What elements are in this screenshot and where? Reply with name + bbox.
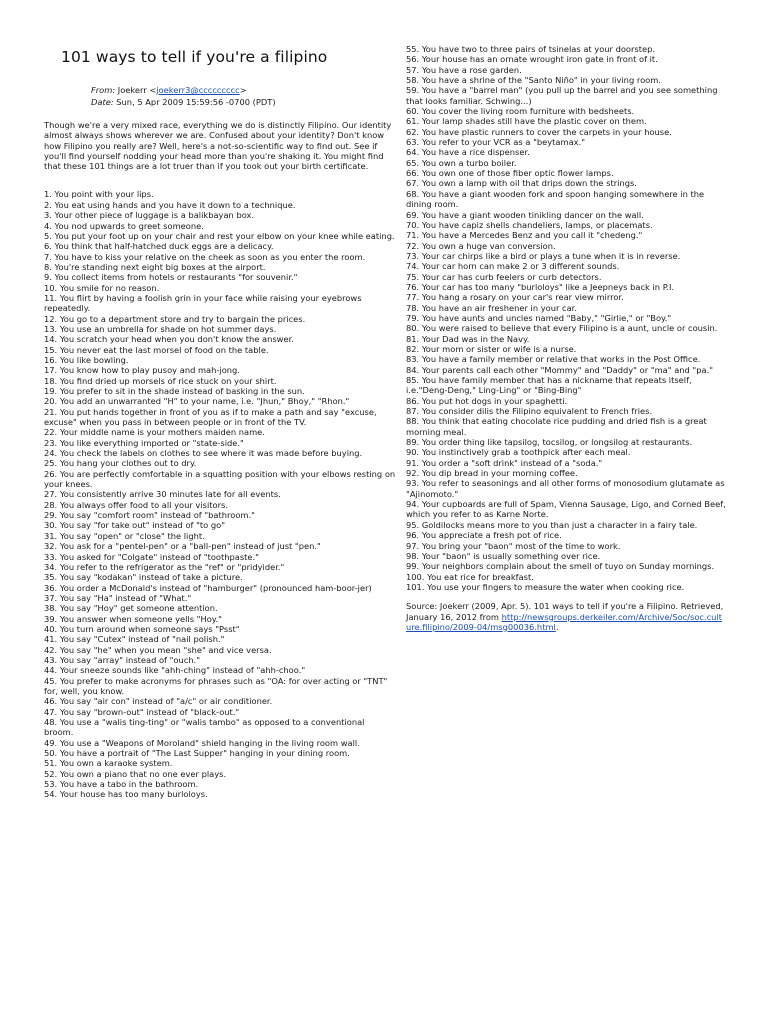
list-item: 56. Your house has an ornate wrought iron gate in front of it. bbox=[406, 54, 658, 65]
list-item: 57. You have a rose garden. bbox=[406, 64, 522, 75]
list-item: 81. Your Dad was in the Navy. bbox=[406, 333, 530, 344]
list-item: 52. You own a piano that no one ever plays. bbox=[44, 768, 227, 779]
list-item: 95. Goldilocks means more to you than just a character in a fairy tale. bbox=[406, 519, 698, 530]
list-item: 101. You use your fingers to measure the water when cooking rice. bbox=[406, 581, 685, 592]
list-item: 25. You hang your clothes out to dry. bbox=[44, 458, 197, 469]
list-item: 42. You say "he" when you mean "she" and vice versa. bbox=[44, 644, 272, 655]
list-item: 68. You have a giant wooden fork and spoon hanging somewhere in the dining room. bbox=[406, 188, 705, 210]
list-item: 16. You like bowling. bbox=[44, 354, 129, 365]
list-item: 61. Your lamp shades still have the plastic cover on them. bbox=[406, 116, 647, 127]
list-item: 22. Your middle name is your mothers maiden name. bbox=[44, 427, 265, 438]
list-item: 13. You use an umbrella for shade on hot summer days. bbox=[44, 323, 277, 334]
list-item: 66. You own one of those fiber optic flower lamps. bbox=[406, 168, 614, 179]
list-item: 17. You know how to play pusoy and mah-jong. bbox=[44, 365, 240, 376]
list-item: 54. Your house has too many burloloys. bbox=[44, 789, 208, 800]
list-item: 70. You have capiz shells chandeliers, lamps, or placemats. bbox=[406, 219, 653, 230]
list-item: 23. You like everything imported or "state-side." bbox=[44, 437, 244, 448]
list-item: 7. You have to kiss your relative on the cheek as soon as you enter the room. bbox=[44, 251, 366, 262]
list-item: 76. Your car has too many "burloloys" like a Jeepneys back in P.I. bbox=[406, 281, 675, 292]
list-item: 10. You smile for no reason. bbox=[44, 282, 160, 293]
list-item: 71. You have a Mercedes Benz and you call it "chedeng." bbox=[406, 230, 643, 241]
list-item: 74. Your car horn can make 2 or 3 different sounds. bbox=[406, 261, 620, 272]
right-column bbox=[406, 44, 726, 632]
list-item: 45. You prefer to make acronyms for phrases such as "OA: for over acting or "TNT" for, well, you know. bbox=[44, 675, 388, 696]
list-item: 27. You consistently arrive 30 minutes late for all events. bbox=[44, 489, 281, 500]
intro-paragraph: Though we're a very mixed race, everything we do is distinctly Filipino. Our identity almost always shows wherever we are. Confused about your identity? Don't know how Filipino you really are? Well, here's a not-so-scientific way to find out. See if you'll find yourself nodding your head more than you're shaking it. You might find that these 101 things are a lot truer than if you took out your birth certificate. bbox=[44, 120, 392, 172]
list-item: 6. You think that half-hatched duck eggs are a delicacy. bbox=[44, 241, 274, 252]
list-item: 41. You say "Cutex" instead of "nail polish." bbox=[44, 634, 225, 645]
list-item: 39. You answer when someone yells "Hoy." bbox=[44, 613, 222, 624]
list-item: 29. You say "comfort room" instead of "bathroom." bbox=[44, 510, 255, 521]
list-item: 51. You own a karaoke system. bbox=[44, 758, 173, 769]
email-header bbox=[91, 84, 396, 108]
list-item: 94. Your cupboards are full of Spam, Vienna Sausage, Ligo, and Corned Beef, which you refer to as Karne Norte. bbox=[406, 499, 726, 520]
list-item: 82. Your mom or sister or wife is a nurse. bbox=[406, 343, 577, 354]
ways-list-right bbox=[406, 44, 726, 592]
list-item: 88. You think that eating chocolate rice pudding and dried fish is a great morning meal. bbox=[406, 416, 707, 437]
list-item: 67. You own a lamp with oil that drips down the strings. bbox=[406, 178, 637, 189]
list-item: 20. You add an unwarranted "H" to your name, i.e. "Jhun," Bhoy," "Rhon." bbox=[44, 396, 350, 407]
source-citation: Source: Joekerr (2009, Apr. 5). 101 ways to tell if you're a Filipino. Retrieved, January 16, 2012 from http://newsgroups.derkeiler.com/Archive/Soc/soc.culture.filipino/2009-04/msg00036.html. bbox=[406, 601, 724, 632]
list-item: 80. You were raised to believe that every Filipino is a aunt, uncle or cousin. bbox=[406, 323, 718, 334]
list-item: 2. You eat using hands and you have it down to a technique. bbox=[44, 199, 296, 210]
date-value: Sun, 5 Apr 2009 15:59:56 -0700 (PDT) bbox=[116, 97, 276, 107]
list-item: 30. You say "for take out" instead of "to go" bbox=[44, 520, 226, 531]
list-item: 36. You order a McDonald's instead of "hamburger" (pronounced ham-boor-jer) bbox=[44, 582, 372, 593]
list-item: 24. You check the labels on clothes to see where it was made before buying. bbox=[44, 448, 363, 459]
list-item: 96. You appreciate a fresh pot of rice. bbox=[406, 530, 562, 541]
list-item: 58. You have a shrine of the "Santo Niño" in your living room. bbox=[406, 75, 661, 86]
list-item: 79. You have aunts and uncles named "Baby," "Girlie," or "Boy." bbox=[406, 312, 672, 323]
list-item: 98. Your "baon" is usually something over rice. bbox=[406, 550, 601, 561]
list-item: 1. You point with your lips. bbox=[44, 189, 154, 200]
list-item: 77. You hang a rosary on your car's rear view mirror. bbox=[406, 292, 624, 303]
date-line: Date: Sun, 5 Apr 2009 15:59:56 -0700 (PDT) bbox=[91, 97, 276, 107]
left-column bbox=[44, 44, 396, 800]
list-item: 26. You are perfectly comfortable in a squatting position with your elbows resting on your knees. bbox=[44, 468, 396, 490]
list-item: 47. You say "brown-out" instead of "black-out." bbox=[44, 706, 240, 717]
list-item: 32. You ask for a "pentel-pen" or a "ball-pen" instead of just "pen." bbox=[44, 541, 321, 552]
from-name: Joekerr < bbox=[117, 85, 157, 95]
list-item: 75. Your car has curb feelers or curb detectors. bbox=[406, 271, 602, 282]
list-item: 85. You have family member that has a nickname that repeats itself, i.e."Deng-Deng," Ling-Ling" or "Bing-Bing" bbox=[406, 375, 692, 396]
list-item: 43. You say "array" instead of "ouch." bbox=[44, 654, 201, 665]
list-item: 49. You use a "Weapons of Moroland" shield hanging in the living room wall. bbox=[44, 737, 360, 748]
list-item: 92. You dip bread in your morning coffee. bbox=[406, 468, 578, 479]
list-item: 11. You flirt by having a foolish grin in your face while raising your eyebrows repeatedly. bbox=[44, 292, 362, 314]
list-item: 19. You prefer to sit in the shade instead of basking in the sun. bbox=[44, 386, 305, 397]
document-title: 101 ways to tell if you're a filipino bbox=[61, 48, 328, 66]
list-item: 28. You always offer food to all your visitors. bbox=[44, 499, 228, 510]
from-line: From: Joekerr <joekerr3@ccccccccc> bbox=[91, 85, 247, 95]
list-item: 8. You're standing next eight big boxes at the airport. bbox=[44, 261, 266, 272]
list-item: 5. You put your foot up on your chair and rest your elbow on your knee while eating. bbox=[44, 230, 395, 241]
list-item: 31. You say "open" or "close" the light. bbox=[44, 530, 205, 541]
list-item: 33. You asked for "Colgate" instead of "toothpaste." bbox=[44, 551, 259, 562]
date-label: Date bbox=[91, 97, 111, 107]
list-item: 73. Your car chirps like a bird or plays a tune when it is in reverse. bbox=[406, 250, 681, 261]
list-item: 15. You never eat the last morsel of food on the table. bbox=[44, 344, 269, 355]
from-email-link[interactable]: joekerr3@ccccccccc bbox=[156, 85, 240, 95]
list-item: 99. Your neighbors complain about the smell of tuyo on Sunday mornings. bbox=[406, 561, 715, 572]
list-item: 34. You refer to the refrigerator as the "ref" or "pridyider." bbox=[44, 561, 285, 572]
list-item: 86. You put hot dogs in your spaghetti. bbox=[406, 395, 568, 406]
list-item: 37. You say "Ha" instead of "What." bbox=[44, 592, 192, 603]
list-item: 97. You bring your "baon" most of the time to work. bbox=[406, 540, 621, 551]
list-item: 40. You turn around when someone says "Psst" bbox=[44, 623, 240, 634]
list-item: 91. You order a "soft drink" instead of a "soda." bbox=[406, 457, 603, 468]
ways-list-left bbox=[44, 189, 396, 799]
list-item: 48. You use a "walis ting-ting" or "walis tambo" as opposed to a conventional broom. bbox=[44, 717, 365, 738]
list-item: 12. You go to a department store and try to bargain the prices. bbox=[44, 313, 306, 324]
list-item: 44. Your sneeze sounds like "ahh-ching" instead of "ahh-choo." bbox=[44, 665, 306, 676]
list-item: 60. You cover the living room furniture with bedsheets. bbox=[406, 106, 635, 117]
list-item: 78. You have an air freshener in your car. bbox=[406, 302, 577, 313]
list-item: 72. You own a huge van conversion. bbox=[406, 240, 556, 251]
list-item: 62. You have plastic runners to cover the carpets in your house. bbox=[406, 126, 672, 137]
list-item: 90. You instinctively grab a toothpick after each meal. bbox=[406, 447, 631, 458]
list-item: 53. You have a tabo in the bathroom. bbox=[44, 779, 199, 790]
list-item: 35. You say "kodakan" instead of take a picture. bbox=[44, 572, 243, 583]
list-item: 38. You say "Hoy" get someone attention. bbox=[44, 603, 218, 614]
list-item: 55. You have two to three pairs of tsinelas at your doorstep. bbox=[406, 44, 656, 54]
list-item: 93. You refer to seasonings and all other forms of monosodium glutamate as "Ajinomoto." bbox=[406, 478, 725, 499]
list-item: 14. You scratch your head when you don't know the answer. bbox=[44, 334, 294, 345]
list-item: 100. You eat rice for breakfast. bbox=[406, 571, 534, 582]
list-item: 4. You nod upwards to greet someone. bbox=[44, 220, 204, 231]
list-item: 50. You have a portrait of "The Last Supper" hanging in your dining room. bbox=[44, 748, 350, 759]
list-item: 84. Your parents call each other "Mommy" and "Daddy" or "ma" and "pa." bbox=[406, 364, 714, 375]
list-item: 89. You order thing like tapsilog, tocsilog, or longsilog at restaurants. bbox=[406, 437, 693, 448]
list-item: 69. You have a giant wooden tinikling dancer on the wall. bbox=[406, 209, 644, 220]
list-item: 18. You find dried up morsels of rice stuck on your shirt. bbox=[44, 375, 277, 386]
list-item: 46. You say "air con" instead of "a/c" or air conditioner. bbox=[44, 696, 273, 707]
source-link[interactable]: http://newsgroups.derkeiler.com/Archive/Soc/soc.culture.filipino/2009-04/msg00036.html bbox=[406, 611, 722, 632]
list-item: 87. You consider dilis the Filipino equivalent to French fries. bbox=[406, 406, 653, 417]
from-label: From bbox=[91, 85, 113, 95]
list-item: 83. You have a family member or relative that works in the Post Office. bbox=[406, 354, 701, 365]
list-item: 65. You own a turbo boiler. bbox=[406, 157, 517, 168]
list-item: 59. You have a "barrel man" (you pull up the barrel and you see something that looks familiar. Schwing...) bbox=[406, 85, 718, 106]
source-text: Source: Joekerr (2009, Apr. 5). 101 ways to tell if you're a Filipino. Retrieved, January 16, 2012 from bbox=[406, 601, 724, 622]
list-item: 9. You collect items from hotels or restaurants "for souvenir." bbox=[44, 272, 298, 283]
list-item: 63. You refer to your VCR as a "beytamax." bbox=[406, 137, 586, 148]
list-item: 64. You have a rice dispenser. bbox=[406, 147, 530, 158]
list-item: 3. Your other piece of luggage is a balikbayan box. bbox=[44, 210, 255, 221]
list-item: 21. You put hands together in front of you as if to make a path and say "excuse, excuse" when you pass in between people or in front of the TV. bbox=[44, 406, 377, 428]
